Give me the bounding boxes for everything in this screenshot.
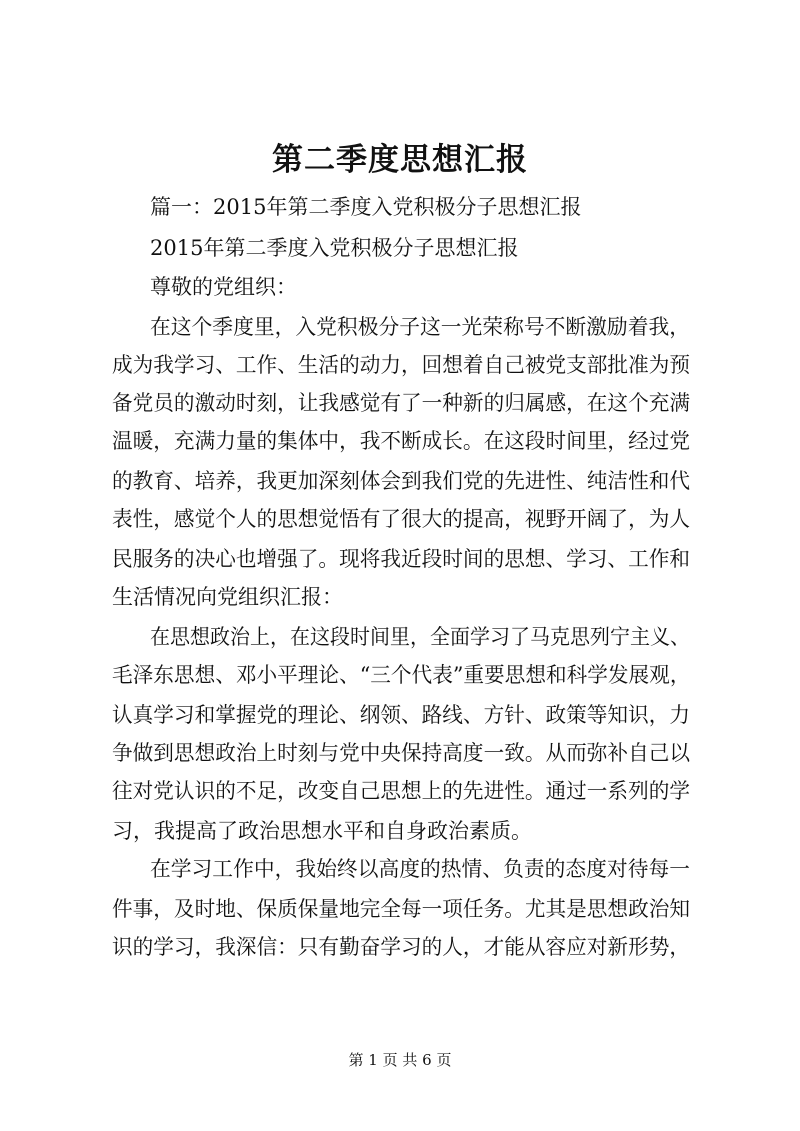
document-title: 第二季度思想汇报 [272,142,528,178]
text-line: 成为我学习、工作、生活的动力，回想着自己被党支部批准为预 [112,353,690,377]
text-line: 识的学习，我深信：只有勤奋学习的人，才能从容应对新形势， [112,935,690,959]
text-line: 毛泽东思想、邓小平理论、“三个代表”重要思想和科学发展观， [112,663,691,687]
text-line: 温暖，充满力量的集体中，我不断成长。在这段时间里，经过党 [112,429,690,453]
text-line: 的教育、培养，我更加深刻体会到我们党的先进性、纯洁性和代 [112,469,690,493]
text-line: 件事，及时地、保质保量地完全每一项任务。尤其是思想政治知 [112,897,690,921]
page-footer: 第 1 页 共 6 页 [348,1051,452,1069]
text-line: 在学习工作中，我始终以高度的热情、负责的态度对待每一 [150,857,690,881]
text-line: 在思想政治上，在这段时间里，全面学习了马克思列宁主义、 [150,625,690,649]
text-line: 备党员的激动时刻，让我感觉有了一种新的归属感，在这个充满 [112,391,690,415]
text-line: 生活情况向党组织汇报： [112,585,343,609]
text-line: 习，我提高了政治思想水平和自身政治素质。 [112,819,532,843]
text-line: 表性，感觉个人的思想觉悟有了很大的提高，视野开阔了，为人 [112,507,690,531]
text-line: 认真学习和掌握党的理论、纲领、路线、方针、政策等知识，力 [112,703,690,727]
text-line: 在这个季度里，入党积极分子这一光荣称号不断激励着我， [150,315,690,339]
text-line: 往对党认识的不足，改变自己思想上的先进性。通过一系列的学 [112,779,690,803]
text-line: 民服务的决心也增强了。现将我近段时间的思想、学习、工作和 [112,547,690,571]
text-line: 争做到思想政治上时刻与党中央保持高度一致。从而弥补自己以 [112,741,690,765]
text-line: 篇一：2015年第二季度入党积极分子思想汇报 [150,195,582,219]
text-line: 尊敬的党组织： [150,275,297,299]
text-line: 2015年第二季度入党积极分子思想汇报 [150,236,519,260]
